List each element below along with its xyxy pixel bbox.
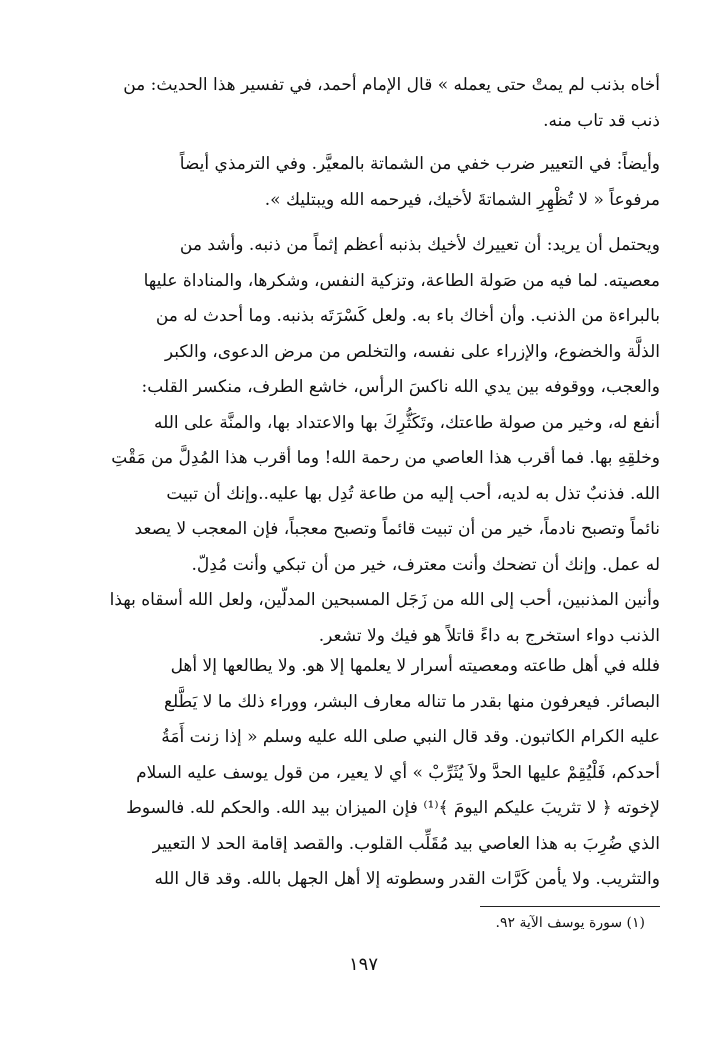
- text-line: وأنين المذنبين، أحب إلى الله من زَجَل المسبحين المدلّين، ولعل الله أسقاه بهذا: [109, 590, 660, 610]
- paragraph-3: [100, 228, 660, 654]
- text-line: معصيته. لما فيه من صَولة الطاعة، وتزكية النفس، وشكرها، والمناداة عليها: [143, 270, 660, 291]
- text-line: والعجب، ووقوفه بين يدي الله ناكسَ الرأس، خاشع الطرف، منكسر القلب:: [141, 377, 660, 397]
- text-line: نائماً وتصبح نادماً، خير من أن تبيت قائماً وتصبح معجباً، فإن المعجب لا يصعد: [134, 519, 660, 539]
- text-line: الذي ضُرِبَ به هذا العاصي بيد مُقَلِّب القلوب. والقصد إقامة الحد لا التعيير: [152, 833, 660, 854]
- text-line: بالبراءة من الذنب. وأن أخاك باء به. ولعل كَسْرَتَه بذنبه. وما أحدث له من: [155, 306, 660, 326]
- text-line: فلله في أهل طاعته ومعصيته أسرار لا يعلمها إلا هو. ولا يطالعها إلا أهل: [170, 656, 660, 676]
- paragraph-2: [100, 147, 660, 218]
- paragraph-4: [100, 649, 660, 898]
- text-line: مرفوعاً « لا تُظْهِرِ الشماتةَ لأخيك، فيرحمه الله ويبتليك ».: [264, 189, 660, 210]
- text-line: لإخوته ﴿ لا تثريبَ عليكم اليومَ ﴾⁽¹⁾ فإن الميزان بيد الله. والحكم لله. فالسوط: [126, 798, 660, 818]
- text-line: الله. فذنبٌ تذل به لديه، أحب إليه من طاعة تُدِل بها عليه..وإنك أن تبيت: [166, 483, 660, 504]
- text-line: أخاه بذنب لم يمتْ حتى يعمله » قال الإمام أحمد، في تفسير هذا الحديث: من: [123, 75, 660, 95]
- text-line: والتثريب. ولا يأمن كَرَّات القدر وسطوته إلا أهل الجهل بالله. وقد قال الله: [154, 869, 660, 889]
- text-line: ويحتمل أن يريد: أن تعييرك لأخيك بذنبه أعظم إثماً من ذنبه. وأشد من: [179, 235, 660, 255]
- text-line: البصائر. فيعرفون منها بقدر ما تناله معارف البشر، ووراء ذلك ما لا يَطَّلع: [163, 691, 660, 712]
- text-line: وخلقِهِ بها. فما أقرب هذا العاصي من رحمة الله! وما أقرب هذا المُدِلَّ من مَقْتِ: [111, 448, 660, 468]
- text-line: عليه الكرام الكاتبون. وقد قال النبي صلى الله عليه وسلم « إذا زنت أَمَةُ: [161, 727, 660, 747]
- text-line: الذنب دواء استخرج به داءً قاتلاً هو فيك ولا تشعر.: [318, 625, 660, 646]
- text-line: له عمل. وإنك أن تضحك وأنت معترف، خير من أن تبكي وأنت مُدِلّ.: [191, 554, 660, 575]
- text-line: ذنب قد تاب منه.: [543, 110, 660, 131]
- text-line: أنفع له، وخير من صولة طاعتك، وتَكَثُّرِكَ بها والاعتداد بها، والمنَّة على الله: [153, 412, 660, 433]
- paragraph-1: [100, 68, 660, 139]
- page-number: ١٩٧: [348, 954, 378, 975]
- footnote-divider: [480, 906, 660, 907]
- text-line: الذلَّة والخضوع، والإزراء على نفسه، والتخلص من مرض الدعوى، والكبر: [164, 341, 660, 362]
- text-line: وأيضاً: في التعيير ضرب خفي من الشماتة بالمعيَّر. وفي الترمذي أيضاً: [179, 154, 660, 174]
- footnote: (١) سورة يوسف الآية ٩٢.: [495, 915, 645, 931]
- text-line: أحدكم، فَلْيُقِمْ عليها الحدَّ ولاَ يُثَرِّبْ » أي لا يعير، من قول يوسف عليه السلام: [136, 762, 660, 783]
